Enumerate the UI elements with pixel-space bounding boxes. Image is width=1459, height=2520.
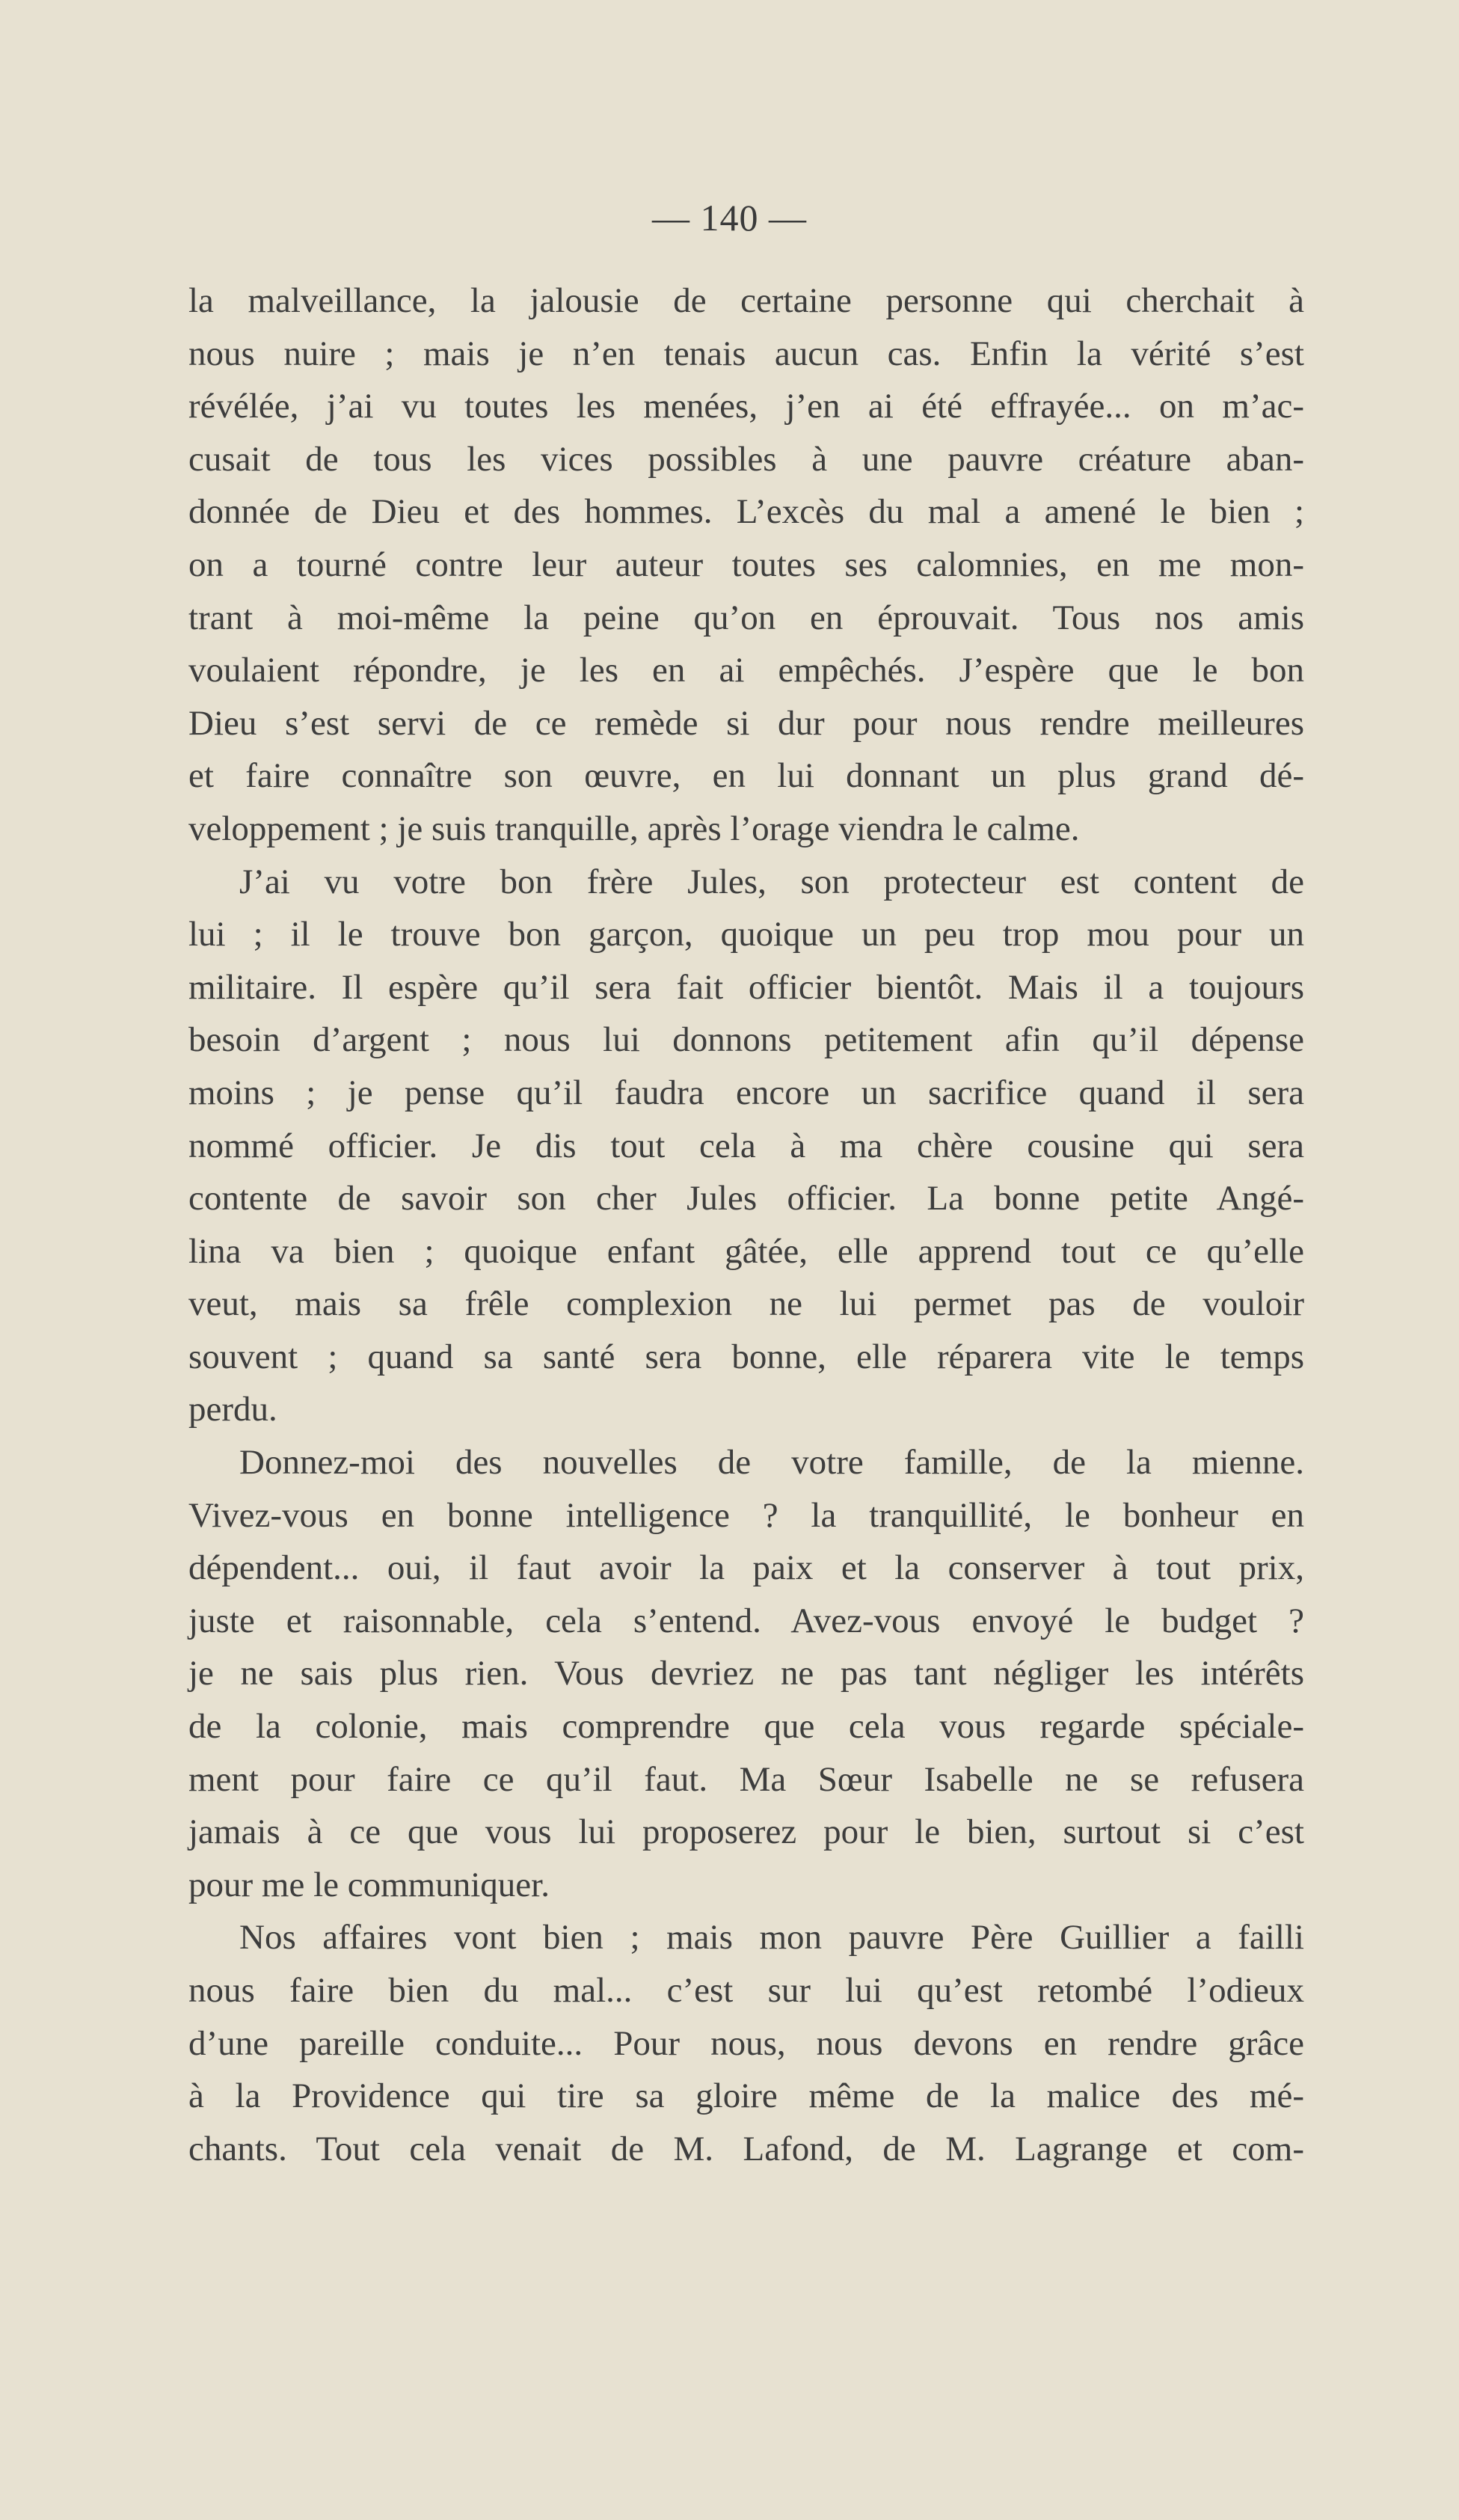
text-line: donnée de Dieu et des hommes. L’excès du mal a amené le bien ; <box>188 492 1304 532</box>
text-line: Nos affaires vont bien ; mais mon pauvre Père Guillier a failli <box>239 1918 1304 1958</box>
text-line: cusait de tous les vices possibles à une pauvre créature aban- <box>188 439 1304 479</box>
text-line: J’ai vu votre bon frère Jules, son protecteur est content de <box>239 862 1304 901</box>
text-line: la malveillance, la jalousie de certaine personne qui cherchait à <box>188 281 1304 320</box>
text-line: à la Providence qui tire sa gloire même de la malice des mé- <box>188 2076 1304 2116</box>
text-line: nommé officier. Je dis tout cela à ma chère cousine qui sera <box>188 1126 1304 1165</box>
paragraph <box>188 1436 1304 1911</box>
text-line: militaire. Il espère qu’il sera fait officier bientôt. Mais il a toujours <box>188 967 1304 1007</box>
text-line: perdu. <box>188 1390 277 1429</box>
text-line: voulaient répondre, je les en ai empêchés. J’espère que le bon <box>188 651 1304 690</box>
text-line: nous faire bien du mal... c’est sur lui qu’est retombé l’odieux <box>188 1971 1304 2010</box>
text-line: souvent ; quand sa santé sera bonne, elle réparera vite le temps <box>188 1337 1304 1376</box>
body-text <box>188 275 1304 2175</box>
text-line: contente de savoir son cher Jules officier. La bonne petite Angé- <box>188 1179 1304 1218</box>
text-line: ment pour faire ce qu’il faut. Ma Sœur Isabelle ne se refusera <box>188 1759 1304 1799</box>
text-line: moins ; je pense qu’il faudra encore un sacrifice quand il sera <box>188 1073 1304 1112</box>
text-line: lui ; il le trouve bon garçon, quoique un peu trop mou pour un <box>188 915 1304 954</box>
text-line: nous nuire ; mais je n’en tenais aucun cas. Enfin la vérité s’est <box>188 334 1304 373</box>
text-line: veloppement ; je suis tranquille, après l’orage viendra le calme. <box>188 809 1080 848</box>
text-line: de la colonie, mais comprendre que cela vous regarde spéciale- <box>188 1707 1304 1747</box>
text-line: jamais à ce que vous lui proposerez pour le bien, surtout si c’est <box>188 1812 1304 1852</box>
text-line: besoin d’argent ; nous lui donnons petitement afin qu’il dépense <box>188 1020 1304 1060</box>
text-line: on a tourné contre leur auteur toutes ses calomnies, en me mon- <box>188 545 1304 584</box>
text-line: pour me le communiquer. <box>188 1865 550 1904</box>
text-line: révélée, j’ai vu toutes les menées, j’en ai été effrayée... on m’ac- <box>188 387 1304 426</box>
text-line: veut, mais sa frêle complexion ne lui permet pas de vouloir <box>188 1284 1304 1324</box>
text-line: d’une pareille conduite... Pour nous, nous devons en rendre grâce <box>188 2023 1304 2063</box>
text-line: Dieu s’est servi de ce remède si dur pour nous rendre meilleures <box>188 703 1304 743</box>
text-line: trant à moi-même la peine qu’on en éprouvait. Tous nos amis <box>188 598 1304 637</box>
text-line: je ne sais plus rien. Vous devriez ne pas tant négliger les intérêts <box>188 1654 1304 1693</box>
text-line: dépendent... oui, il faut avoir la paix et la conserver à tout prix, <box>188 1548 1304 1588</box>
text-line: juste et raisonnable, cela s’entend. Avez-vous envoyé le budget ? <box>188 1601 1304 1640</box>
text-line: Donnez-moi des nouvelles de votre famille, de la mienne. <box>239 1443 1304 1483</box>
text-line: chants. Tout cela venait de M. Lafond, de M. Lagrange et com- <box>188 2129 1304 2168</box>
paragraph <box>188 1911 1304 2175</box>
text-line: et faire connaître son œuvre, en lui donnant un plus grand dé- <box>188 756 1304 796</box>
text-line: Vivez-vous en bonne intelligence ? la tranquillité, le bonheur en <box>188 1495 1304 1535</box>
paragraph <box>188 275 1304 856</box>
text-line: lina va bien ; quoique enfant gâtée, elle apprend tout ce qu’elle <box>188 1231 1304 1271</box>
page-number: — 140 — <box>652 197 807 239</box>
paragraph <box>188 856 1304 1437</box>
